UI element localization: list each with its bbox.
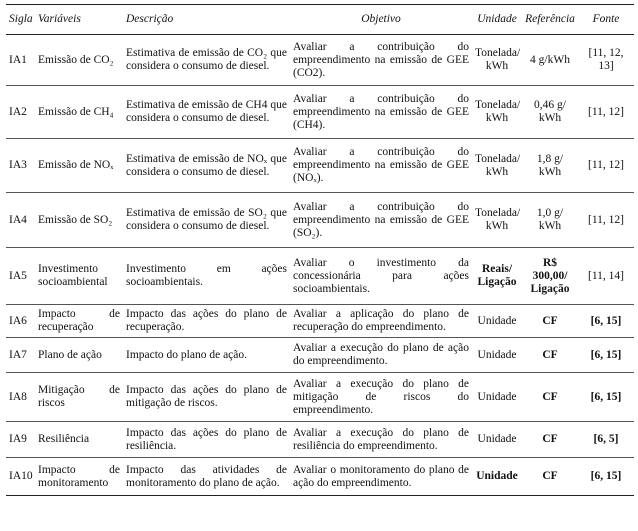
table-row xyxy=(6,248,634,305)
cell-objetivo: Avaliar a execução do plano de ação do empreendimento. xyxy=(290,338,472,373)
cell-unidade: Unidade xyxy=(472,338,522,373)
cell-descricao: Impacto das ações do plano de recuperação. xyxy=(123,305,290,338)
cell-variavel: Resiliência xyxy=(35,422,123,458)
cell-variavel: Investimento socioambiental xyxy=(35,248,123,305)
cell-sigla: IA8 xyxy=(6,373,35,422)
cell-fonte: [11, 12] xyxy=(578,86,634,139)
cell-referencia: R$ 300,00/ Ligação xyxy=(522,248,578,305)
table-row xyxy=(6,35,634,86)
cell-referencia: CF xyxy=(522,458,578,496)
cell-sigla: IA6 xyxy=(6,305,35,338)
cell-descricao: Investimento em ações socioambientais. xyxy=(123,248,290,305)
cell-referencia: CF xyxy=(522,305,578,338)
header-fonte: Fonte xyxy=(578,5,634,35)
cell-sigla: IA4 xyxy=(6,193,35,248)
table-row xyxy=(6,139,634,193)
header-unidade: Unidade xyxy=(472,5,522,35)
cell-fonte: [6, 15] xyxy=(578,458,634,496)
cell-objetivo: Avaliar a contribuição do empreendimento na emissão de GEE (CH4). xyxy=(290,86,472,139)
cell-variavel: Emissão de CO₂ xyxy=(35,35,123,86)
cell-fonte: [6, 15] xyxy=(578,338,634,373)
cell-referencia: 4 g/kWh xyxy=(522,35,578,86)
cell-unidade: Reais/ Ligação xyxy=(472,248,522,305)
cell-descricao: Impacto do plano de ação. xyxy=(123,338,290,373)
cell-unidade: Unidade xyxy=(472,305,522,338)
cell-descricao: Estimativa de emissão de CH4 que considera o consumo de diesel. xyxy=(123,86,290,139)
cell-objetivo: Avaliar a contribuição do empreendimento na emissão de GEE (NOₓ). xyxy=(290,139,472,193)
cell-sigla: IA1 xyxy=(6,35,35,86)
header-descricao: Descrição xyxy=(123,5,290,35)
cell-sigla: IA7 xyxy=(6,338,35,373)
cell-referencia: CF xyxy=(522,422,578,458)
cell-objetivo: Avaliar o monitoramento do plano de ação do empreendimento. xyxy=(290,458,472,496)
cell-objetivo: Avaliar a contribuição do empreendimento na emissão de GEE (CO2). xyxy=(290,35,472,86)
cell-fonte: [6, 15] xyxy=(578,305,634,338)
cell-fonte: [11, 12, 13] xyxy=(578,35,634,86)
cell-unidade: Unidade xyxy=(472,373,522,422)
cell-variavel: Emissão de CH₄ xyxy=(35,86,123,139)
cell-variavel: Plano de ação xyxy=(35,338,123,373)
cell-fonte: [11, 12] xyxy=(578,193,634,248)
cell-unidade: Unidade xyxy=(472,422,522,458)
table-row xyxy=(6,373,634,422)
cell-objetivo: Avaliar a aplicação do plano de recuperação do empreendimento. xyxy=(290,305,472,338)
cell-referencia: 0,46 g/ kWh xyxy=(522,86,578,139)
cell-unidade: Tonelada/ kWh xyxy=(472,86,522,139)
cell-descricao: Estimativa de emissão de CO₂ que considera o consumo de diesel. xyxy=(123,35,290,86)
cell-descricao: Impacto das ações do plano de mitigação de riscos. xyxy=(123,373,290,422)
header-variaveis: Variáveis xyxy=(35,5,123,35)
cell-descricao: Impacto das atividades de monitoramento do plano de ação. xyxy=(123,458,290,496)
cell-descricao: Estimativa de emissão de SO₂ que considera o consumo de diesel. xyxy=(123,193,290,248)
header-referencia: Referência xyxy=(522,5,578,35)
cell-fonte: [6, 5] xyxy=(578,422,634,458)
cell-variavel: Mitigação de riscos xyxy=(35,373,123,422)
cell-unidade: Tonelada/ kWh xyxy=(472,193,522,248)
cell-unidade: Tonelada/ kWh xyxy=(472,35,522,86)
header-row xyxy=(6,5,634,35)
cell-sigla: IA10 xyxy=(6,458,35,496)
cell-unidade: Unidade xyxy=(472,458,522,496)
cell-sigla: IA3 xyxy=(6,139,35,193)
cell-objetivo: Avaliar o investimento da concessionária para ações socioambientais. xyxy=(290,248,472,305)
cell-referencia: CF xyxy=(522,373,578,422)
table-row xyxy=(6,422,634,458)
cell-variavel: Emissão de SO₂ xyxy=(35,193,123,248)
indicators-table xyxy=(6,4,634,496)
cell-descricao: Impacto das ações do plano de resiliência. xyxy=(123,422,290,458)
cell-descricao: Estimativa de emissão de NOₓ que considera o consumo de diesel. xyxy=(123,139,290,193)
cell-fonte: [11, 12] xyxy=(578,139,634,193)
cell-variavel: Emissão de NOₓ xyxy=(35,139,123,193)
table-row xyxy=(6,86,634,139)
cell-fonte: [6, 15] xyxy=(578,373,634,422)
cell-objetivo: Avaliar a contribuição do empreendimento na emissão de GEE (SO₂). xyxy=(290,193,472,248)
cell-fonte: [11, 14] xyxy=(578,248,634,305)
cell-sigla: IA2 xyxy=(6,86,35,139)
cell-referencia: 1,8 g/ kWh xyxy=(522,139,578,193)
header-objetivo: Objetivo xyxy=(290,5,472,35)
cell-variavel: Impacto de recuperação xyxy=(35,305,123,338)
header-sigla: Sigla xyxy=(6,5,35,35)
cell-objetivo: Avaliar a execução do plano de resiliência do empreendimento. xyxy=(290,422,472,458)
cell-referencia: 1,0 g/ kWh xyxy=(522,193,578,248)
table-row xyxy=(6,305,634,338)
cell-sigla: IA9 xyxy=(6,422,35,458)
cell-objetivo: Avaliar a execução do plano de mitigação de riscos do empreendimento. xyxy=(290,373,472,422)
table-row xyxy=(6,338,634,373)
cell-unidade: Tonelada/ kWh xyxy=(472,139,522,193)
table-row xyxy=(6,458,634,496)
cell-variavel: Impacto de monitoramento xyxy=(35,458,123,496)
table-row xyxy=(6,193,634,248)
cell-sigla: IA5 xyxy=(6,248,35,305)
cell-referencia: CF xyxy=(522,338,578,373)
